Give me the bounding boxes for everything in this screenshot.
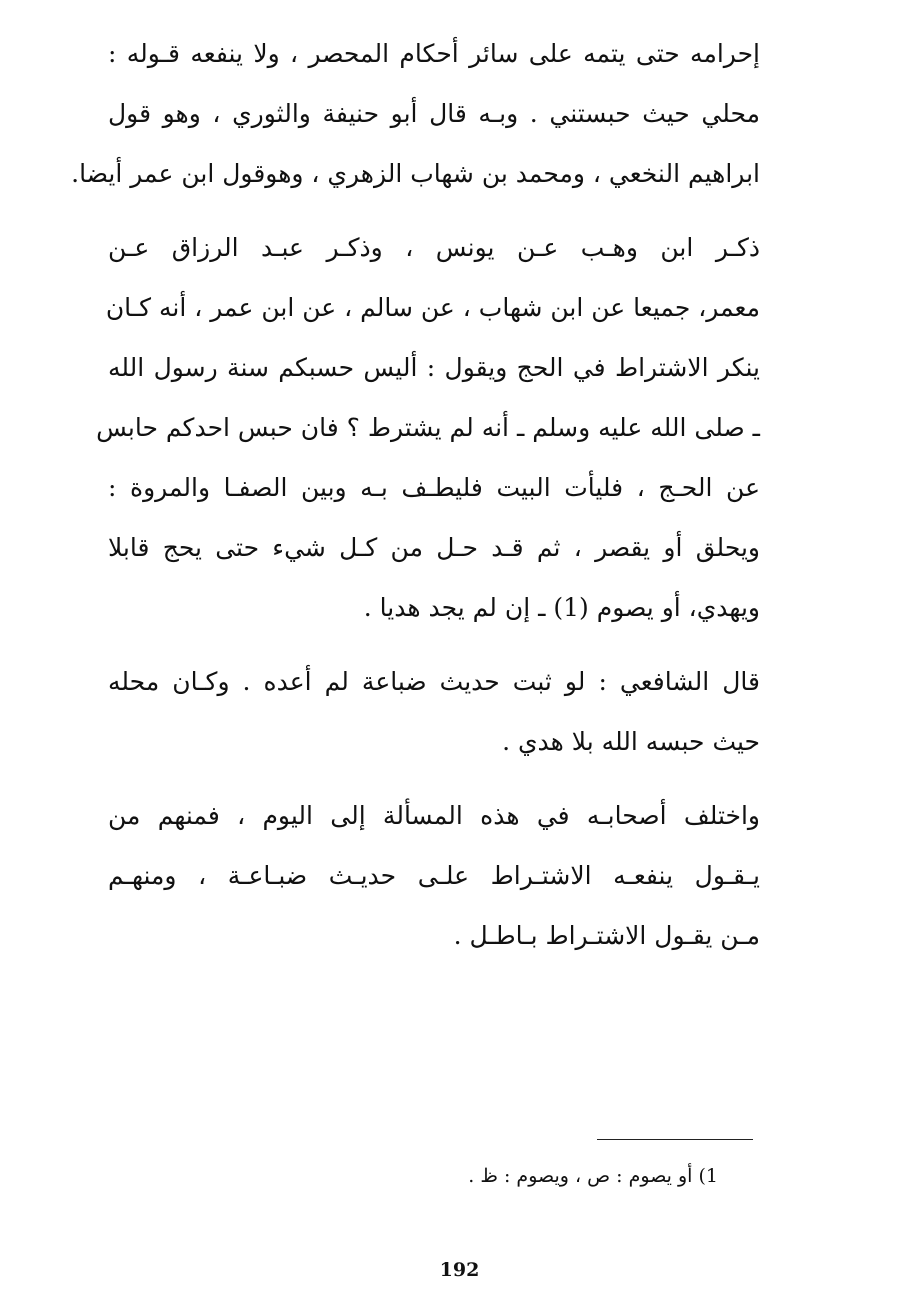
paragraph-3 <box>108 652 760 772</box>
text-line: يـقـول ينفعـه الاشتـراط علـى حديـث ضبـاعـة ، ومنهـم <box>108 861 760 890</box>
text-line: إحرامه حتى يتمه على سائر أحكام المحصر ، ولا ينفعه قـوله : <box>108 39 760 68</box>
page-number: 192 <box>439 1259 480 1281</box>
text-line: ويهدي، أو يصوم (1) ـ إن لم يجد هديا . <box>363 593 760 622</box>
text-line: عن الحـج ، فليأت البيت فليطـف بـه وبين الصفـا والمروة : <box>108 473 760 502</box>
paragraph-spacer <box>108 204 760 218</box>
text-line: معمر، جميعا عن ابن شهاب ، عن سالم ، عن ابن عمر ، أنه كـان <box>105 293 760 322</box>
paragraph-4 <box>108 786 760 966</box>
footnote: 1) أو يصوم : ص ، ويصوم : ظ . <box>468 1165 718 1187</box>
text-line: حيث حبسه الله بلا هدي . <box>502 727 760 756</box>
paragraph-spacer <box>108 638 760 652</box>
text-line: مـن يقـول الاشتـراط بـاطـل . <box>453 921 760 950</box>
text-line: ذكـر ابن وهـب عـن يونس ، وذكـر عبـد الرزاق عـن <box>108 233 760 262</box>
footnote-separator <box>597 1139 753 1140</box>
text-line: قال الشافعي : لو ثبت حديث ضباعة لم أعده . وكـان محله <box>108 667 760 696</box>
text-line: ويحلق أو يقصر ، ثم قـد حـل من كـل شيء حتى يحج قابلا <box>108 533 760 562</box>
paragraph-1 <box>71 24 760 204</box>
text-line: ينكر الاشتراط في الحج ويقول : أليس حسبكم سنة رسول الله <box>108 353 760 382</box>
text-line: واختلف أصحابـه في هذه المسألة إلى اليوم ، فمنهم من <box>108 801 760 830</box>
text-line: ـ صلى الله عليه وسلم ـ أنه لم يشترط ؟ فان حبس احدكم حابس <box>96 413 760 442</box>
paragraph-2 <box>96 218 760 638</box>
paragraph-spacer <box>108 772 760 786</box>
body-text <box>71 24 760 966</box>
text-line: محلي حيث حبستني . وبـه قال أبو حنيفة والثوري ، وهو قول <box>108 99 760 128</box>
text-line: ابراهيم النخعي ، ومحمد بن شهاب الزهري ، وهوقول ابن عمر أيضا. <box>71 159 760 188</box>
